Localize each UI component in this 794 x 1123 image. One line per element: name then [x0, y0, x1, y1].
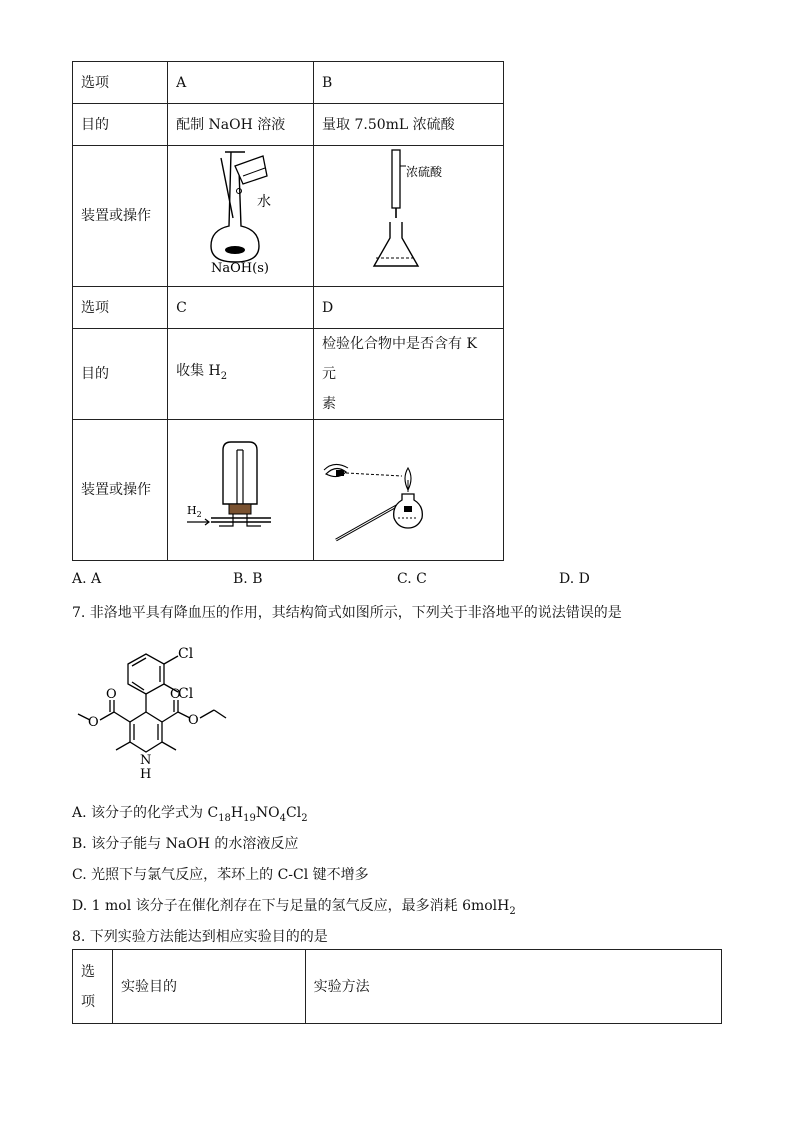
hydrogen-label: H	[140, 767, 152, 782]
cell-apparatus-c	[168, 420, 314, 561]
q7-option-d-text: D. 1 mol 该分子在催化剂存在下与足量的氢气反应，最多消耗 6molH	[72, 898, 510, 914]
volumetric-flask-figure	[171, 146, 311, 278]
cell-apparatus-d	[314, 420, 504, 561]
experiment-table	[72, 61, 504, 561]
cell-option-b: B	[314, 62, 504, 104]
formula-sub-h: 19	[243, 812, 256, 824]
q7-option-a-text: A. 该分子的化学式为 C	[72, 805, 219, 821]
chlorine-label-1: Cl	[178, 646, 194, 662]
row-label: 装置或操作	[73, 146, 168, 287]
cell-apparatus-b	[314, 146, 504, 287]
row-label: 目的	[73, 104, 168, 146]
formula-sub-c: 18	[218, 812, 231, 824]
header-option-line2: 项	[81, 993, 95, 1010]
oxygen-label-1: O	[106, 687, 117, 702]
option-b: B. B	[233, 571, 263, 587]
question-7-stem: 7. 非洛地平具有降血压的作用，其结构简式如图所示，下列关于非洛地平的说法错误的是	[72, 605, 622, 621]
question-8-stem: 8. 下列实验方法能达到相应实验目的的是	[72, 929, 328, 945]
row-label: 目的	[73, 329, 168, 420]
row-label: 装置或操作	[73, 420, 168, 561]
burette-flask-figure	[316, 146, 502, 278]
svg-text:H2	[187, 504, 202, 519]
table-row	[73, 287, 504, 329]
purpose-d-line1: 检验化合物中是否含有 K 元	[322, 336, 477, 382]
table-row	[73, 62, 504, 104]
h2-label: H	[186, 504, 197, 517]
cell-purpose-d	[314, 329, 504, 420]
formula-cl: Cl	[285, 805, 302, 821]
formula-no: NO	[255, 805, 280, 821]
cell-purpose-b: 量取 7.50mL 浓硫酸	[314, 104, 504, 146]
experiment-method-table	[72, 949, 722, 1024]
oxygen-label-2: O	[88, 715, 99, 730]
header-option	[73, 950, 113, 1024]
h2-label-sub: 2	[196, 510, 202, 519]
table-row	[73, 329, 504, 420]
formula-h: H	[230, 805, 244, 821]
gas-collection-figure	[171, 420, 311, 552]
felodipine-structure	[70, 634, 240, 784]
row-label: 选项	[73, 62, 168, 104]
oxygen-label-3: O	[170, 687, 181, 702]
cell-option-a: A	[168, 62, 314, 104]
header-purpose: 实验目的	[112, 950, 305, 1024]
cell-apparatus-a	[168, 146, 314, 287]
q7-option-b: B. 该分子能与 NaOH 的水溶液反应	[72, 836, 299, 852]
option-c: C. C	[397, 571, 427, 587]
naoh-solid-label: NaOH(s)	[210, 261, 269, 276]
purpose-c-text: 收集 H	[176, 363, 221, 380]
header-option-line1: 选	[81, 963, 95, 980]
table-header-row	[73, 950, 722, 1024]
q7-option-d-sub: 2	[509, 905, 516, 917]
nitrogen-label: N	[140, 753, 152, 768]
cell-purpose-c	[168, 329, 314, 420]
q7-option-a	[72, 802, 308, 824]
oxygen-label-4: O	[188, 713, 199, 728]
option-d: D. D	[559, 571, 590, 587]
table-row	[73, 420, 504, 561]
option-a: A. A	[72, 571, 102, 587]
flame-test-figure	[316, 420, 502, 552]
cell-option-d: D	[314, 287, 504, 329]
row-label: 选项	[73, 287, 168, 329]
purpose-d-line2: 素	[322, 396, 337, 412]
chlorine-label-2: Cl	[178, 686, 194, 702]
table-row	[73, 146, 504, 287]
water-label: 水	[256, 194, 271, 210]
q7-option-c: C. 光照下与氯气反应，苯环上的 C-Cl 键不增多	[72, 867, 369, 883]
formula-sub-o: 4	[279, 812, 286, 824]
purpose-c-sub: 2	[220, 370, 228, 382]
cell-purpose-a: 配制 NaOH 溶液	[168, 104, 314, 146]
q7-option-d	[72, 895, 516, 917]
cell-option-c: C	[168, 287, 314, 329]
formula-sub-cl: 2	[301, 812, 308, 824]
header-method: 实验方法	[305, 950, 721, 1024]
conc-h2so4-label: 浓硫酸	[405, 165, 442, 179]
table-row	[73, 104, 504, 146]
